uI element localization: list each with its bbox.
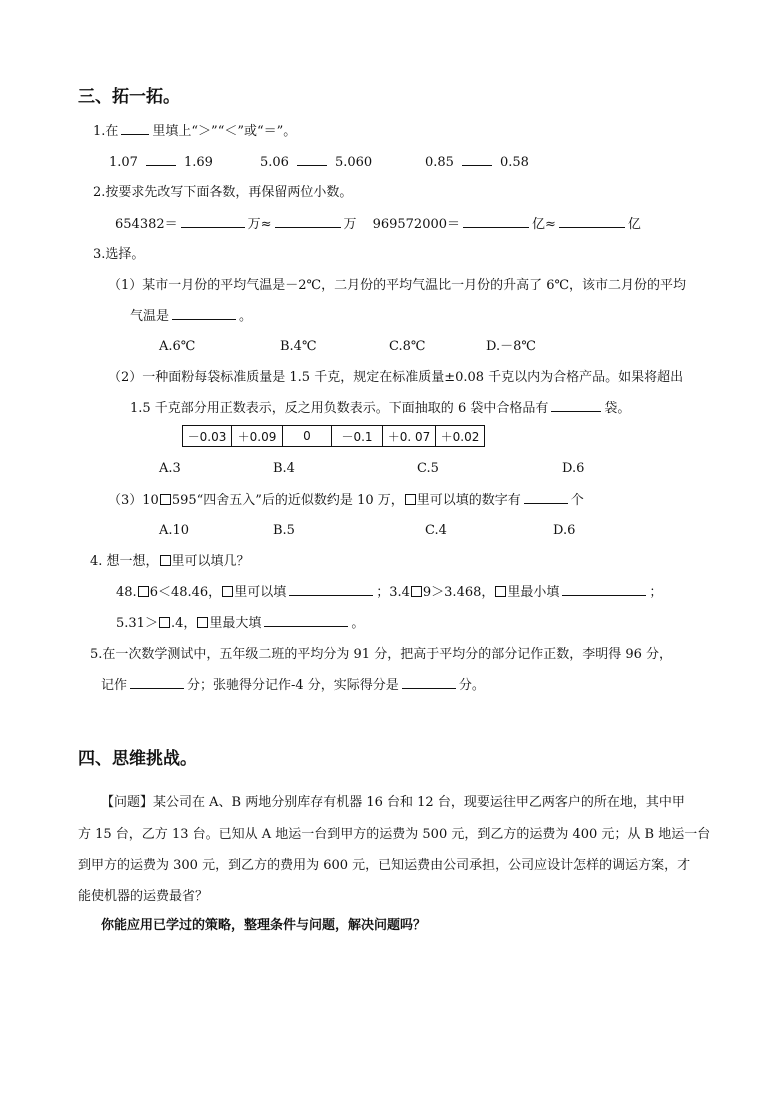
value-cell: ＋0. 07 — [383, 426, 436, 447]
q1-stem: 1.在 里填上“＞”“＜”或“＝”。 — [93, 124, 297, 139]
answer-blank[interactable] — [463, 215, 529, 228]
compare-blank[interactable] — [297, 153, 327, 166]
value-cell: －0.03 — [183, 426, 232, 447]
q3-1-line2: 气温是 。 — [130, 309, 253, 324]
value-cell: －0.1 — [332, 426, 383, 447]
answer-blank[interactable] — [172, 307, 236, 320]
answer-blank[interactable] — [402, 676, 456, 689]
q2-stem: 2.按要求先改写下面各数，再保留两位小数。 — [93, 185, 353, 200]
value-cell: ＋0.02 — [436, 426, 485, 447]
table-row — [183, 426, 485, 447]
q3-3-option-d[interactable]: D.6 — [553, 523, 576, 538]
answer-blank[interactable] — [121, 122, 149, 135]
compare-blank[interactable] — [462, 153, 492, 166]
sample-values-table — [182, 425, 485, 447]
answer-blank[interactable] — [275, 215, 341, 228]
value-cell: ＋0.09 — [232, 426, 283, 447]
problem-line-4: 能使机器的运费最省？ — [78, 889, 209, 904]
q3-1-option-d[interactable]: D.－8℃ — [486, 339, 536, 354]
q3-1-option-a[interactable]: A.6℃ — [159, 339, 196, 354]
q3-1-line1: （1）某市一月份的平均气温是－2℃，二月份的平均气温比一月份的升高了 6℃，该市二月份的平均 — [108, 278, 687, 293]
q3-2-option-d[interactable]: D.6 — [562, 461, 585, 476]
problem-line-2: 方 15 台，乙方 13 台。已知从 A 地运一台到甲方的运费为 500 元，到乙方的运费为 400 元；从 B 地运一台 — [78, 827, 711, 842]
answer-blank[interactable] — [181, 215, 245, 228]
q3-3-option-c[interactable]: C.4 — [425, 523, 447, 538]
answer-blank[interactable] — [289, 583, 373, 596]
q4-line2: 5.31＞ .4， 里最大填 。 — [116, 616, 365, 631]
problem-line-3: 到甲方的运费为 300 元，到乙方的费用为 600 元，已知运费由公司承担，公司应设计怎样的调运方案，才 — [78, 858, 691, 873]
square-box-icon — [160, 555, 171, 566]
square-box-icon — [405, 494, 416, 505]
section-3-heading: 三、拓一拓。 — [78, 87, 180, 107]
q1-item-3: 0.85 0.58 — [425, 155, 529, 170]
square-box-icon — [222, 586, 233, 597]
q3-3-line: （3）10 595“四舍五入”后的近似数约是 10 万， 里可以填的数字有 个 — [108, 493, 584, 508]
q3-2-option-b[interactable]: B.4 — [273, 461, 295, 476]
square-box-icon — [138, 586, 149, 597]
square-box-icon — [495, 586, 506, 597]
answer-blank[interactable] — [559, 215, 625, 228]
q2-row: 654382＝ 万≈ 万 969572000＝ 亿≈ 亿 — [115, 217, 641, 232]
value-cell: 0 — [283, 426, 332, 447]
answer-blank[interactable] — [551, 399, 601, 412]
answer-blank[interactable] — [130, 676, 184, 689]
q3-3-option-b[interactable]: B.5 — [273, 523, 295, 538]
q3-1-option-c[interactable]: C.8℃ — [389, 339, 426, 354]
q4-line1: 48. 6＜48.46， 里可以填 ；3.4 9＞3.468， 里最小填 ； — [116, 585, 663, 600]
answer-blank[interactable] — [562, 583, 646, 596]
compare-blank[interactable] — [146, 153, 176, 166]
square-box-icon — [411, 586, 422, 597]
square-box-icon — [160, 494, 171, 505]
section-4-heading: 四、思维挑战。 — [78, 749, 197, 769]
q1-item-2: 5.06 5.060 — [260, 155, 373, 170]
q5-line1: 5.在一次数学测试中，五年级二班的平均分为 91 分，把高于平均分的部分记作正数，李明得 96 分， — [90, 647, 673, 662]
q3-2-line1: （2）一种面粉每袋标准质量是 1.5 千克，规定在标准质量±0.08 千克以内为合格产品。如果将超出 — [108, 370, 684, 385]
problem-line-1: 【问题】某公司在 A、B 两地分别库存有机器 16 台和 12 台，现要运往甲乙两客户的所在地，其中甲 — [101, 795, 685, 810]
prompt-question: 你能应用已学过的策略，整理条件与问题，解决问题吗？ — [101, 918, 427, 933]
q3-2-line2: 1.5 千克部分用正数表示，反之用负数表示。下面抽取的 6 袋中合格品有 袋。 — [130, 401, 631, 416]
square-box-icon — [197, 617, 208, 628]
q3-2-option-a[interactable]: A.3 — [159, 461, 181, 476]
q3-stem: 3.选择。 — [93, 247, 145, 262]
q5-line2: 记作 分；张驰得分记作-4 分，实际得分是 分。 — [101, 678, 485, 693]
answer-blank[interactable] — [264, 614, 348, 627]
q4-stem: 4. 想一想， 里可以填几？ — [90, 554, 250, 569]
q3-1-option-b[interactable]: B.4℃ — [280, 339, 317, 354]
square-box-icon — [159, 617, 170, 628]
q3-3-option-a[interactable]: A.10 — [159, 523, 190, 538]
q3-2-option-c[interactable]: C.5 — [417, 461, 439, 476]
q1-item-1: 1.07 1.69 — [109, 155, 213, 170]
answer-blank[interactable] — [524, 491, 568, 504]
